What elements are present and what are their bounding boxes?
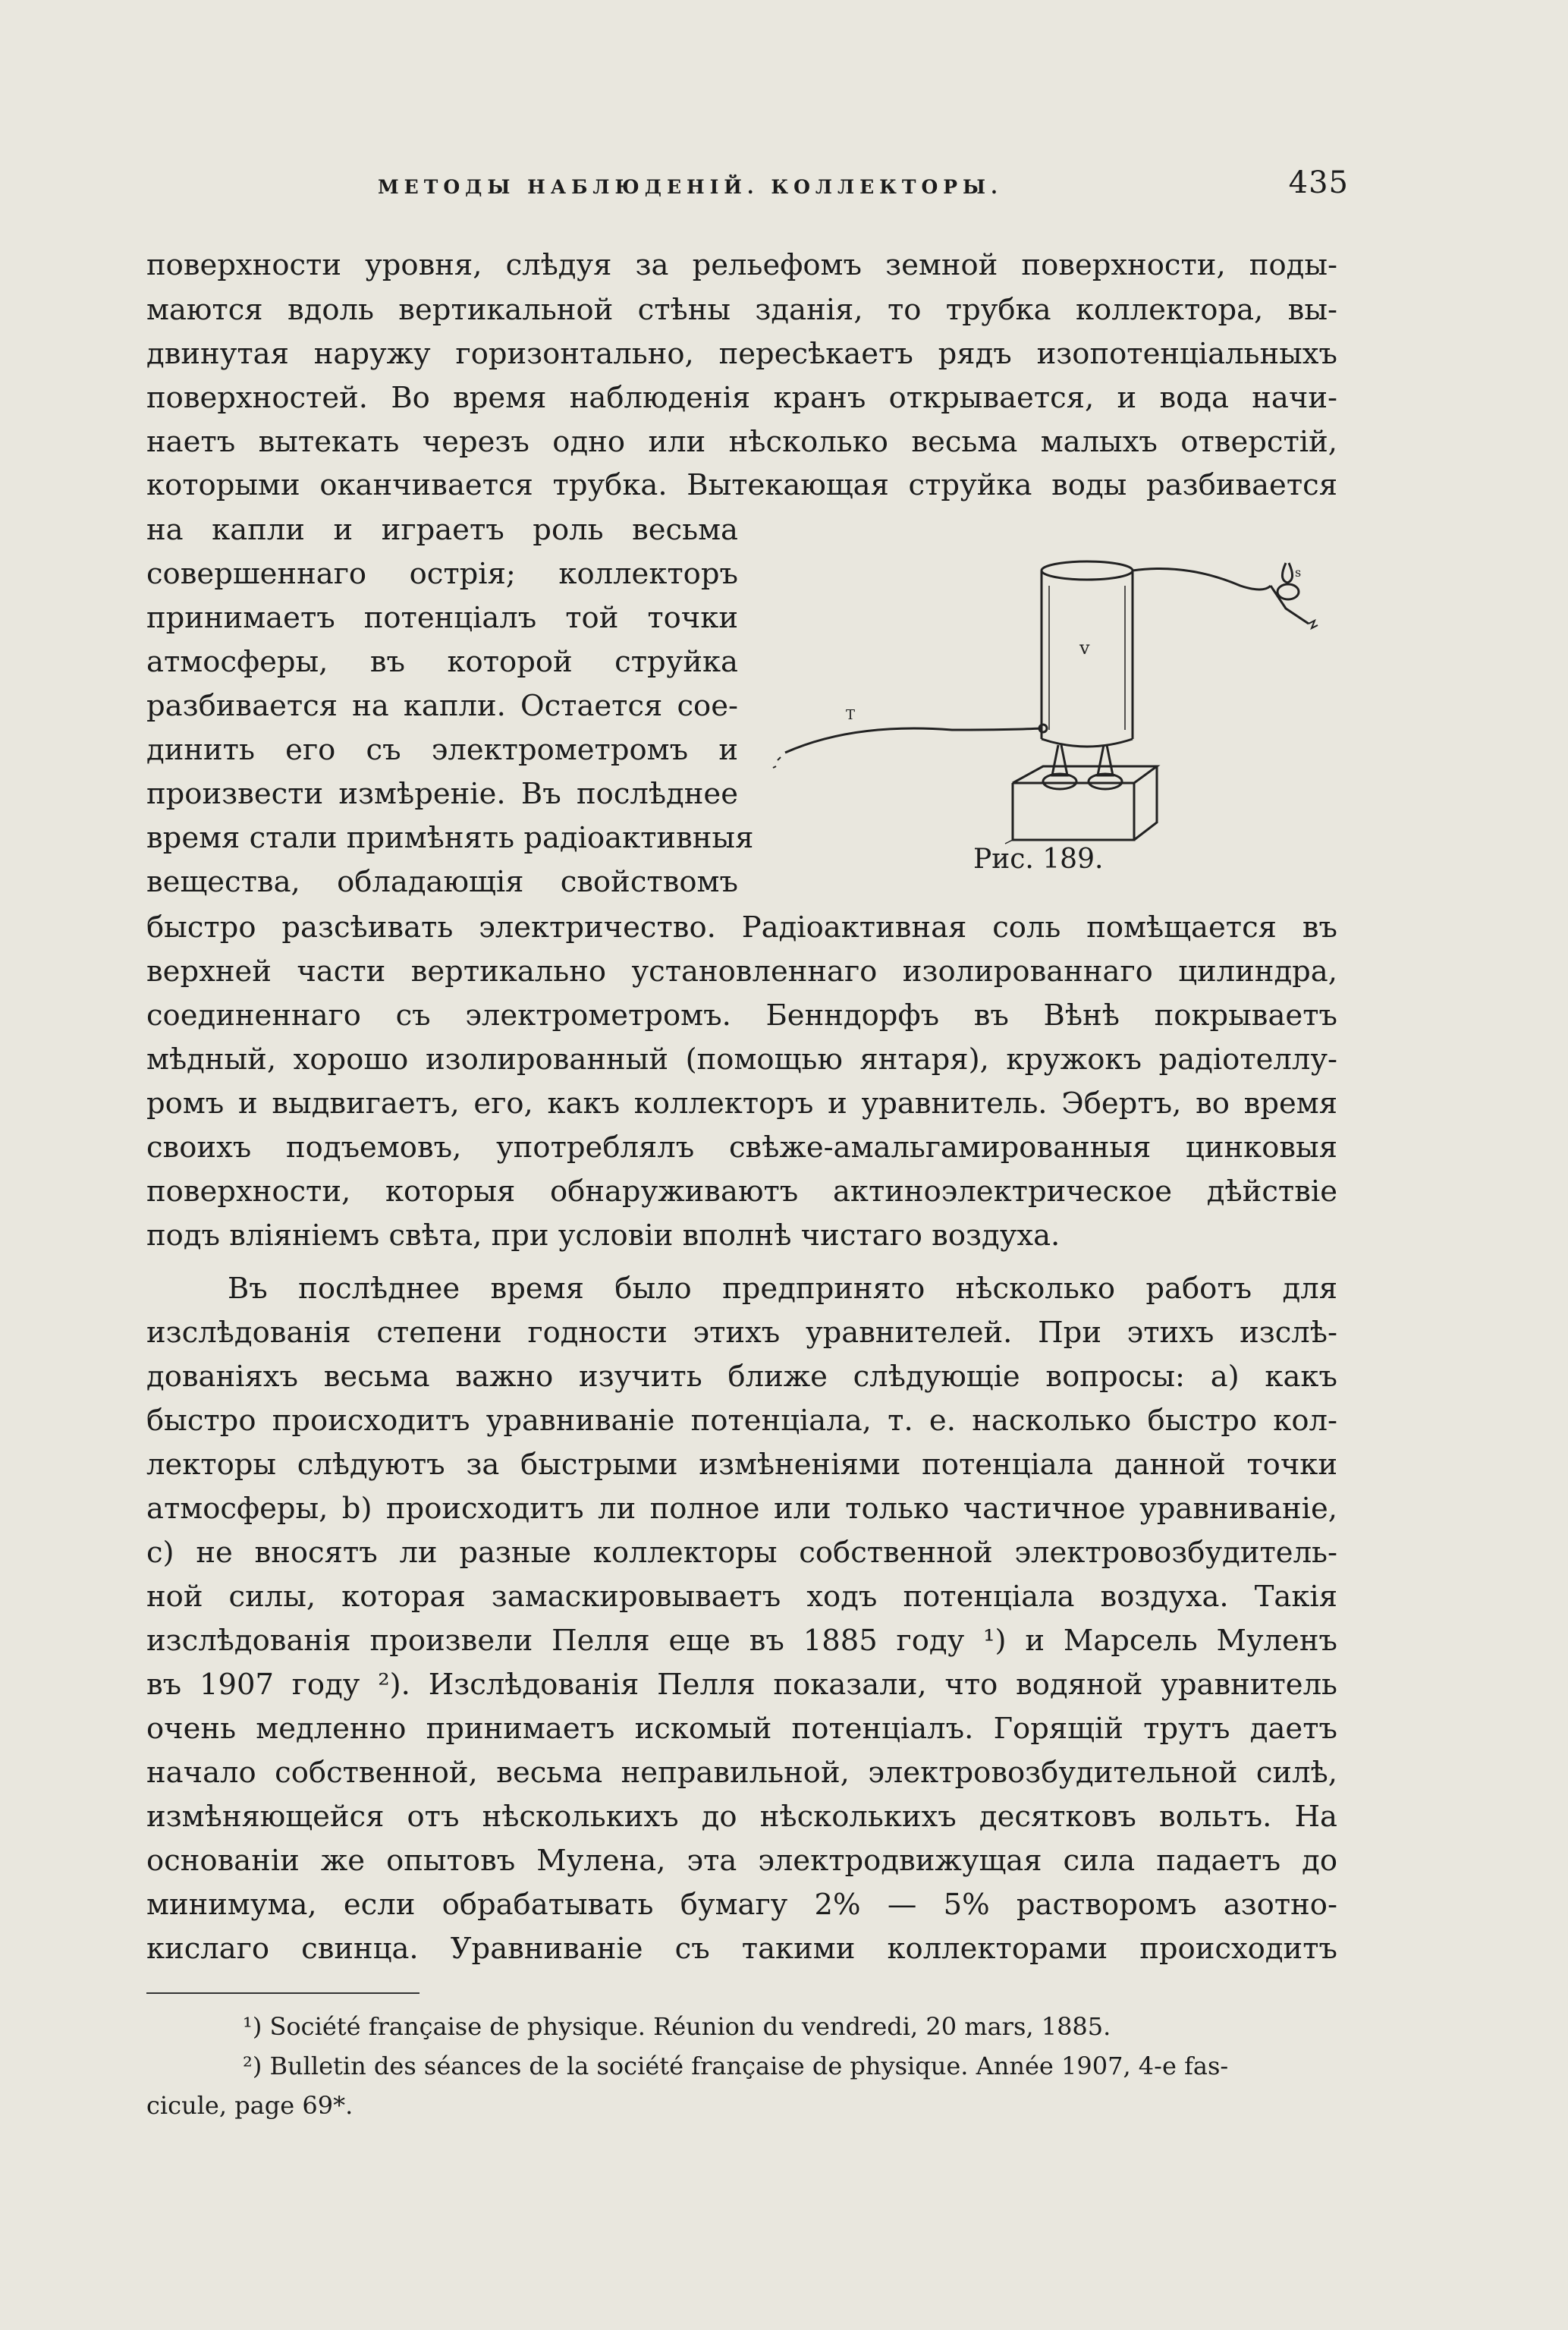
figure-label-t: T [846,707,856,723]
text-line: двинутая наружу горизонтально, пересѣкаетъ рядъ изопотенціальныхъ [146,337,1337,371]
running-header [378,165,1349,211]
text-line: измѣняющейся отъ нѣсколькихъ до нѣсколькихъ десятковъ вольтъ. На [146,1800,1337,1834]
text-line: динить его съ электрометромъ и [146,733,738,767]
dropper-bulb [1277,584,1299,599]
text-line: наетъ вытекать черезъ одно или нѣсколько весьма малыхъ отверстій, [146,425,1337,459]
stand-front [1013,783,1134,840]
text-line: дованіяхъ весьма важно изучить ближе слѣдующіе вопросы: a) какъ [146,1360,1337,1394]
footnote-2-continued: cicule, page 69*. [146,2091,354,2120]
text-line: вещества, обладающія свойствомъ [146,865,738,899]
text-line: изслѣдованія произвели Пелля еще въ 1885 году ¹) и Марсель Муленъ [146,1624,1337,1658]
text-line: разбивается на капли. Остается сое- [146,689,738,723]
text-line: ромъ и выдвигаетъ, его, какъ коллекторъ и уравнитель. Эбертъ, во время [146,1086,1337,1121]
text-line: лекторы слѣдуютъ за быстрыми измѣненіями потенціала данной точки [146,1448,1337,1482]
text-line: минимума, если обрабатывать бумагу 2% — 5% растворомъ азотно- [146,1888,1337,1922]
text-line: верхней части вертикально установленнаго изолированнаго цилиндра, [146,954,1337,989]
text-line: произвести измѣреніе. Въ послѣднее [146,777,738,811]
text-line: Въ послѣднее время было предпринято нѣсколько работъ для [228,1272,1337,1306]
wire-top [1133,569,1271,590]
footnote-2: ²) Bulletin des séances de la société française de physique. Année 1907, 4-e fas- [243,2052,1229,2080]
cylinder-bottom [1042,739,1133,747]
text-line: кислаго свинца. Уравниваніе съ такими коллекторами происходитъ [146,1932,1337,1966]
text-line: быстро разсѣивать электричество. Радіоактивная соль помѣщается въ [146,910,1337,945]
text-line: основаніи же опытовъ Мулена, эта электродвижущая сила падаетъ до [146,1844,1337,1878]
text-line: своихъ подъемовъ, употреблялъ свѣже-амальгамированныя цинковыя [146,1130,1337,1165]
text-line: подъ вліяніемъ свѣта, при условіи вполнѣ чистаго воздуха. [146,1218,1061,1253]
text-line: время стали примѣнять радіоактивныя [146,821,754,855]
text-line: маются вдоль вертикальной стѣны зданія, то трубка коллектора, вы- [146,293,1337,327]
text-line: которыми оканчивается трубка. Вытекающая струйка воды разбивается [146,468,1337,502]
text-line: атмосферы, въ которой струйка [146,645,738,679]
text-line: мѣдный, хорошо изолированный (помощью янтаря), кружокъ радіотеллу- [146,1042,1337,1077]
insulator-left [1052,745,1067,775]
insulator-right [1098,745,1113,775]
wire-left [785,728,1042,753]
cylinder-top [1042,561,1133,580]
text-line: поверхностей. Во время наблюденія кранъ открывается, и вода начи- [146,381,1337,415]
figure-label-v: v [1079,637,1090,659]
header-title: МЕТОДЫ НАБЛЮДЕНІЙ. КОЛЛЕКТОРЫ. [378,176,1003,198]
figure-caption: Рис. 189. [973,844,1104,875]
text-line: соединеннаго съ электрометромъ. Бенндорфъ въ Вѣнѣ покрываетъ [146,998,1337,1033]
text-line: атмосферы, b) происходитъ ли полное или только частичное уравниваніе, [146,1492,1337,1526]
footnote-divider [146,1992,419,1994]
dropper-icon [1282,563,1292,583]
text-line: очень медленно принимаетъ искомый потенціалъ. Горящій трутъ даетъ [146,1712,1337,1746]
text-line: c) не вносятъ ли разные коллекторы собственной электровозбудитель- [146,1536,1337,1570]
stand-top [1013,766,1157,783]
text-line: совершеннаго острія; коллекторъ [146,557,738,591]
text-line: начало собственной, весьма неправильной, электровозбудительной силѣ, [146,1756,1337,1790]
text-line: ной силы, которая замаскировываетъ ходъ потенціала воздуха. Такія [146,1580,1337,1614]
text-line: принимаетъ потенціалъ той точки [146,601,738,635]
text-line: изслѣдованія степени годности этихъ уравнителей. При этихъ изслѣ- [146,1316,1337,1350]
text-line: въ 1907 году ²). Изслѣдованія Пелля показали, что водяной уравнитель [146,1668,1337,1702]
text-line: поверхности, которыя обнаруживаютъ актиноэлектрическое дѣйствіе [146,1174,1337,1209]
text-line: быстро происходитъ уравниваніе потенціала, т. е. насколько быстро кол- [146,1404,1337,1438]
wire-right [1271,586,1309,624]
footnote-1: ¹) Société française de physique. Réunion du vendredi, 20 mars, 1885. [243,2012,1111,2041]
page-number: 435 [1288,165,1349,200]
text-line: на капли и играетъ роль весьма [146,513,738,547]
text-line: поверхности уровня, слѣдуя за рельефомъ земной поверхности, поды- [146,248,1337,282]
stand-side [1134,766,1157,840]
figure-label-s: s [1295,565,1302,580]
